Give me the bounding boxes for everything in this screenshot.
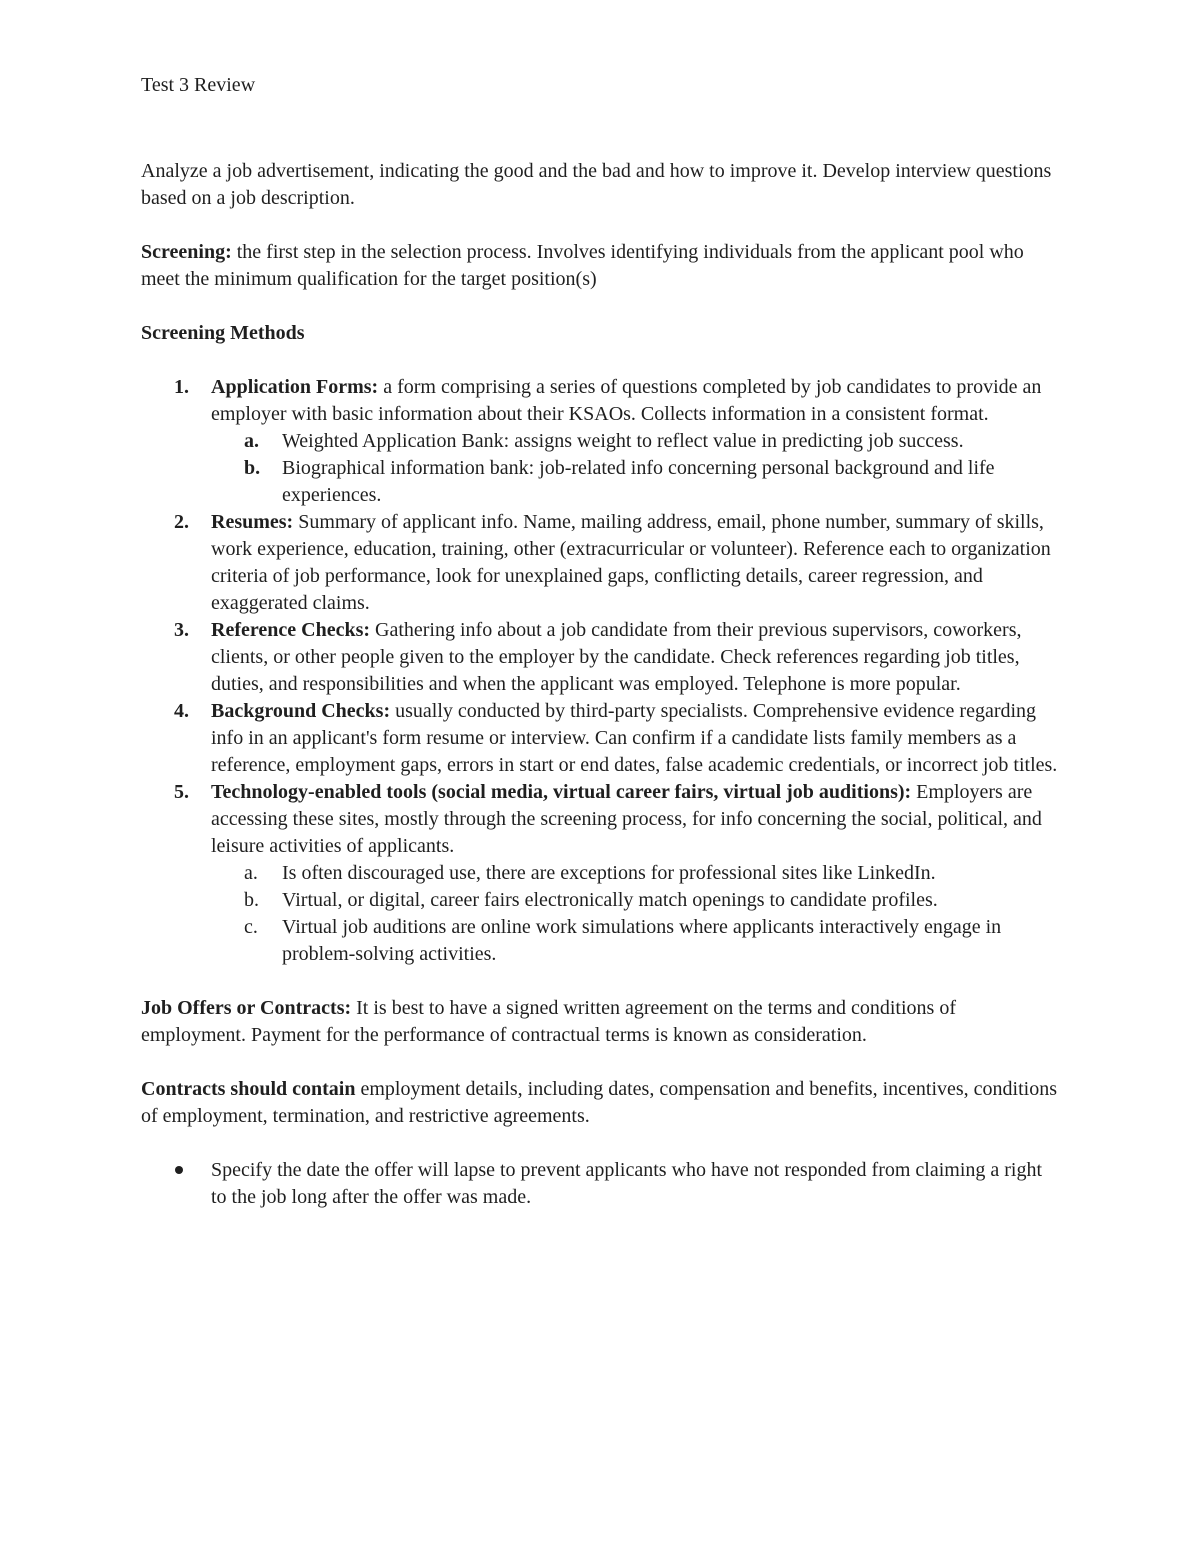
- job-offers-text: It is best to have a signed written agreement on the terms and conditions of employment. Payment for the performance of contractual terms is known as consideration.: [141, 997, 956, 1046]
- document-page: [141, 72, 1061, 1211]
- list-item: [141, 779, 1061, 968]
- intro-paragraph: Analyze a job advertisement, indicating the good and the bad and how to improve it. Develop interview questions based on a job description.: [141, 160, 1052, 209]
- job-offers-paragraph: [141, 995, 1061, 1049]
- method-text: Employers are accessing these sites, mostly through the screening process, for info concerning the social, political, and leisure activities of applicants.: [211, 781, 1042, 857]
- method-text: usually conducted by third-party specialists. Comprehensive evidence regarding info in an applicant's form resume or interview. Can confirm if a candidate lists family members as a reference, employment gaps, errors in start or end dates, false academic credentials, or incorrect job titles.: [211, 700, 1058, 776]
- sub-list-marker: c.: [244, 916, 258, 938]
- sub-list-item: [210, 914, 1061, 968]
- sub-list-text: Is often discouraged use, there are exceptions for professional sites like LinkedIn.: [282, 862, 936, 884]
- sub-list-item: [210, 428, 1061, 455]
- sub-list-marker: b.: [244, 457, 261, 479]
- sub-list-text: Virtual, or digital, career fairs electronically match openings to candidate profiles.: [282, 889, 938, 911]
- list-item: [141, 698, 1061, 779]
- method-term: Resumes:: [211, 511, 294, 533]
- method-term: Background Checks:: [211, 700, 391, 722]
- method-text: a form comprising a series of questions completed by job candidates to provide an employer with basic information about their KSAOs. Collects information in a consistent format.: [211, 376, 1042, 425]
- list-item: [141, 617, 1061, 698]
- sub-list-text: Weighted Application Bank: assigns weight to reflect value in predicting job success.: [282, 430, 964, 452]
- bullet-list: [141, 1157, 1061, 1211]
- contracts-text: employment details, including dates, compensation and benefits, incentives, conditions of employment, termination, and restrictive agreements.: [141, 1078, 1057, 1127]
- sub-list-text: Biographical information bank: job-related info concerning personal background and life experiences.: [282, 457, 995, 506]
- list-item: [141, 509, 1061, 617]
- screening-methods-list: [141, 374, 1061, 968]
- screening-term: Screening:: [141, 241, 232, 263]
- sub-list-text: Virtual job auditions are online work simulations where applicants interactively engage in problem-solving activities.: [282, 916, 1002, 965]
- sub-list-item: [210, 887, 1061, 914]
- document-title: Test 3 Review: [141, 74, 256, 96]
- screening-definition: the first step in the selection process. Involves identifying individuals from the applicant pool who meet the minimum qualification for the target position(s): [141, 241, 1024, 290]
- sub-list-item: [210, 860, 1061, 887]
- sub-list-marker: b.: [244, 889, 259, 911]
- list-number: 5.: [174, 781, 189, 803]
- job-offers-term: Job Offers or Contracts:: [141, 997, 352, 1019]
- method-term: Technology-enabled tools (social media, virtual career fairs, virtual job auditions):: [211, 781, 912, 803]
- sub-list-item: [210, 455, 1061, 509]
- bullet-item: [141, 1157, 1061, 1211]
- sub-list: [211, 860, 1061, 968]
- list-number: 3.: [174, 619, 189, 641]
- contracts-term: Contracts should contain: [141, 1078, 356, 1100]
- method-text: Gathering info about a job candidate from their previous supervisors, coworkers, clients, or other people given to the employer by the candidate. Check references regarding job titles, duties, and responsibilities and when the applicant was employed. Telephone is more popular.: [211, 619, 1022, 695]
- screening-methods-heading: Screening Methods: [141, 322, 305, 344]
- contracts-paragraph: [141, 1076, 1061, 1130]
- bullet-icon: [175, 1166, 183, 1174]
- list-number: 1.: [174, 376, 189, 398]
- list-item: [141, 374, 1061, 509]
- sub-list-marker: a.: [244, 862, 258, 884]
- screening-paragraph: [141, 239, 1061, 293]
- sub-list: [211, 428, 1061, 509]
- list-number: 4.: [174, 700, 189, 722]
- bullet-text: Specify the date the offer will lapse to prevent applicants who have not responded from claiming a right to the job long after the offer was made.: [211, 1159, 1043, 1208]
- method-term: Reference Checks:: [211, 619, 371, 641]
- method-term: Application Forms:: [211, 376, 379, 398]
- list-number: 2.: [174, 511, 189, 533]
- method-text: Summary of applicant info. Name, mailing address, email, phone number, summary of skills, work experience, education, training, other (extracurricular or volunteer). Reference each to organization criteria of job performance, look for unexplained gaps, conflicting details, career regression, and exaggerated claims.: [211, 511, 1051, 614]
- sub-list-marker: a.: [244, 430, 259, 452]
